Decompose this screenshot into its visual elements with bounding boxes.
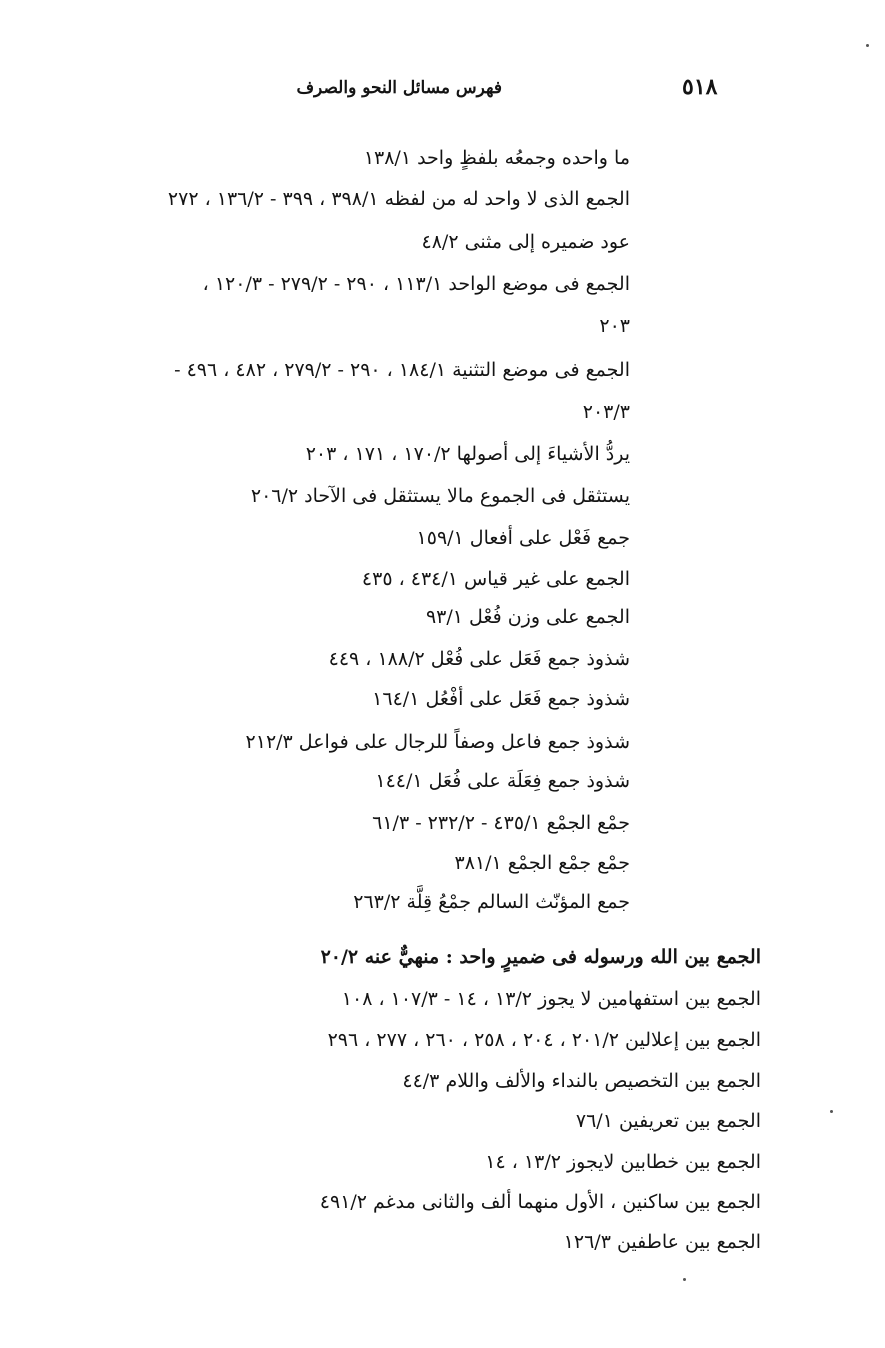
- index-entry: الجمع بين التخصيص بالنداء والألف واللام ٤٤/٣: [402, 1070, 761, 1092]
- page-number: ٥١٨: [682, 74, 718, 100]
- index-entry: الجمع فى موضع التثنية ١٨٤/١ ، ٢٩٠ - ٢٧٩/٢ ، ٤٨٢ ، ٤٩٦ -: [174, 359, 630, 381]
- index-entry: جمْع جمْع الجمْع ٣٨١/١: [454, 852, 630, 874]
- index-entry: جمع المؤنّث السالم جمْعُ قِلَّة ٢٦٣/٢: [353, 891, 630, 913]
- index-entry-continuation: ٢٠٣: [599, 315, 630, 337]
- index-entry: الجمع بين خطابين لايجوز ١٣/٢ ، ١٤: [485, 1151, 761, 1173]
- index-entry: الجمع على وزن فُعْل ٩٣/١: [425, 606, 630, 628]
- index-entry: عود ضميره إلى مثنى ٤٨/٢: [421, 231, 630, 253]
- index-heading-entry: الجمع بين الله ورسوله فى ضميرٍ واحد : منهيٌّ عنه ٢٠/٢: [320, 946, 761, 968]
- index-entry: شذوذ جمع فِعَلَة على فُعَل ١٤٤/١: [375, 770, 630, 792]
- index-entry: الجمع بين عاطفين ١٢٦/٣: [563, 1231, 761, 1253]
- index-entry: الجمع على غير قياس ٤٣٤/١ ، ٤٣٥: [361, 568, 630, 590]
- index-entry: يردُّ الأشياءَ إلى أصولها ١٧٠/٢ ، ١٧١ ، ٢٠٣: [305, 443, 630, 465]
- print-speck: [830, 1110, 833, 1113]
- index-entry: ما واحده وجمعُه بلفظٍ واحد ١٣٨/١: [363, 147, 630, 169]
- index-entry-continuation: ٢٠٣/٣: [582, 401, 630, 423]
- index-entry: يستثقل فى الجموع مالا يستثقل فى الآحاد ٢٠٦/٢: [250, 485, 630, 507]
- print-speck: [683, 1278, 686, 1281]
- index-entry: الجمع فى موضع الواحد ١١٣/١ ، ٢٩٠ - ٢٧٩/٢ - ١٢٠/٣ ،: [202, 273, 630, 295]
- index-entry: شذوذ جمع فَعَل على فُعْل ١٨٨/٢ ، ٤٤٩: [328, 648, 630, 670]
- print-speck: [866, 44, 869, 47]
- index-entry: جمع فَعْل على أفعال ١٥٩/١: [416, 527, 630, 549]
- index-entry: الجمع بين استفهامين لا يجوز ١٣/٢ ، ١٤ - ١٠٧/٣ ، ١٠٨: [341, 988, 761, 1010]
- index-entry: الجمع بين تعريفين ٧٦/١: [575, 1110, 761, 1132]
- index-entry: شذوذ جمع فَعَل على أفْعُل ١٦٤/١: [372, 688, 630, 710]
- index-entry: جمْع الجمْع ٤٣٥/١ - ٢٣٢/٢ - ٦١/٣: [372, 812, 630, 834]
- index-entry: شذوذ جمع فاعل وصفاً للرجال على فواعل ٢١٢/٣: [245, 731, 630, 753]
- index-entry: الجمع بين ساكنين ، الأول منهما ألف والثانى مدغم ٤٩١/٢: [319, 1191, 761, 1213]
- running-title: فهرس مسائل النحو والصرف: [296, 78, 502, 98]
- index-entry: الجمع بين إعلالين ٢٠١/٢ ، ٢٠٤ ، ٢٥٨ ، ٢٦٠ ، ٢٧٧ ، ٢٩٦: [327, 1029, 761, 1051]
- index-entry: الجمع الذى لا واحد له من لفظه ٣٩٨/١ ، ٣٩٩ - ١٣٦/٢ ، ٢٧٢: [167, 188, 630, 210]
